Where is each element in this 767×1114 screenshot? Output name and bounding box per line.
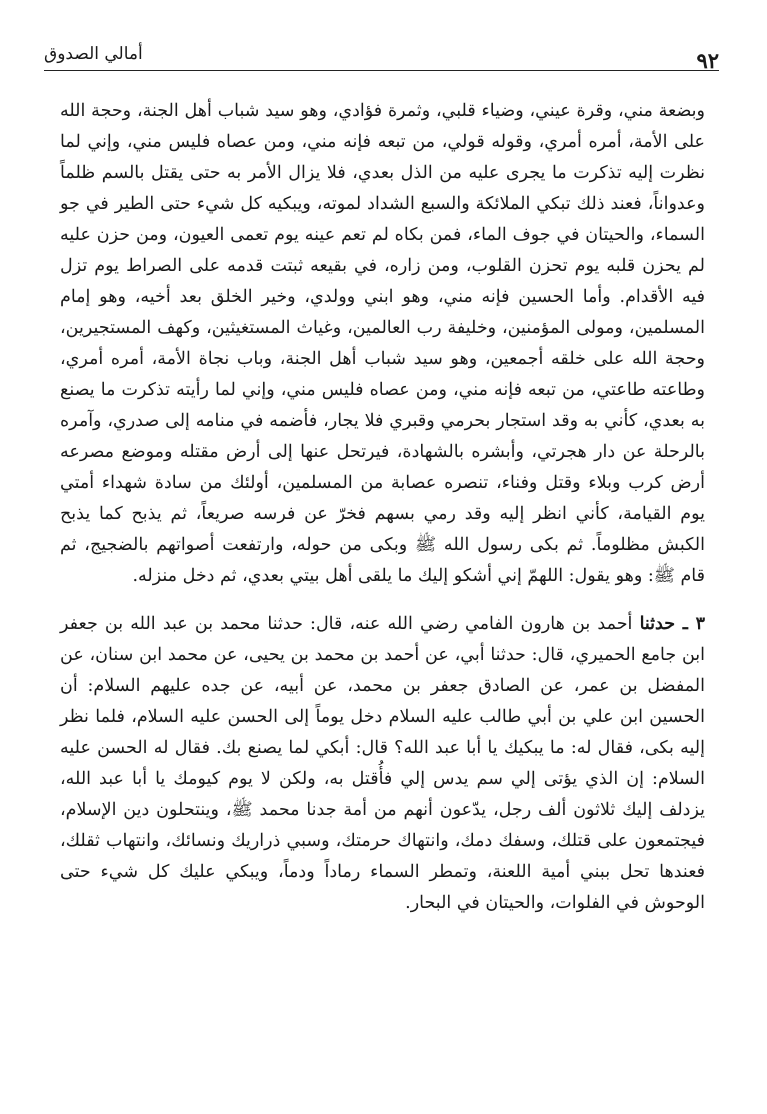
page-number: ٩٢ [696,48,719,73]
hadith-number-lead: ٣ ـ حدثنا [639,614,705,634]
paragraph: وبضعة مني، وقرة عيني، وضياء قلبي، وثمرة فؤادي، وهو سيد شباب أهل الجنة، وحجة الله على الأمة، أمره أمري، وقوله قولي، من تبعه فإنه مني، ومن عصاه فليس مني، وإني لما نظرت إليه تذكرت ما يجرى عليه من الذل بعدي، فلا يزال الأمر به حتى يقتل بالسم ظلماً وعدواناً، فعند ذلك تبكي الملائكة والسبع الشداد لموته، ويبكيه كل شيء حتى الطير في جو السماء، والحيتان في جوف الماء، فمن بكاه لم تعم عينه يوم تعمى العيون، ومن حزن عليه لم يحزن قلبه يوم تحزن القلوب، ومن زاره، في بقيعه ثبتت قدمه على الصراط يوم تزل فيه الأقدام. وأما الحسين فإنه مني، وهو ابني وولدي، وخير الخلق بعد أخيه، وهو إمام المسلمين، ومولى المؤمنين، وخليفة رب العالمين، وغياث المستغيثين، وكهف المستجيرين، وحجة الله على خلقه أجمعين، وهو سيد شباب أهل الجنة، وباب نجاة الأمة، أمره أمري، وطاعته طاعتي، من تبعه فإنه مني، ومن عصاه فليس مني، وإني لما رأيته تذكرت ما يصنع به بعدي، كأني به وقد استجار بحرمي وقبري فلا يجار، فأضمه في منامه إلى صدري، وآمره بالرحلة عن دار هجرتي، وأبشره بالشهادة، فيرتحل عنها إلى أرض مقتله وموضع مصرعه أرض كرب وبلاء وقتل وفناء، تنصره عصابة من المسلمين، أولئك من سادة شهداء أمتي يوم القيامة، كأني انظر إليه وقد رمي بسهم فخرّ عن فرسه صريعاً، ثم يذبح كما يذبح الكبش مظلوماً. ثم بكى رسول الله ﷺ وبكى من حوله، وارتفعت أصواتهم بالضجيج، ثم قام ﷺ: وهو يقول: اللهمّ إني أشكو إليك ما يلقى أهل بيتي بعدي، ثم دخل منزله. [60,101,705,586]
running-header [44,36,719,71]
paragraph [60,609,705,919]
book-title: أمالي الصدوق [44,44,143,64]
page-body [60,96,705,919]
paragraph-text: أحمد بن هارون الفامي رضي الله عنه، قال: حدثنا محمد بن عبد الله بن جعفر ابن جامع الحميري، قال: حدثنا أبي، عن أحمد بن محمد بن يحيى، عن محمد ابن سنان، عن المفضل بن عمر، عن الصادق جعفر بن محمد، عن أبيه، عن جده عليهم السلام: أن الحسين ابن علي بن أبي طالب عليه السلام دخل يوماً إلى الحسن عليه السلام، فلما نظر إليه بكى، فقال له: ما يبكيك يا أبا عبد الله؟ قال: أبكي لما يصنع بك. فقال له الحسن عليه السلام: إن الذي يؤتى إلي سم يدس إلي فأُقتل به، ولكن لا يوم كيومك يا أبا عبد الله، يزدلف إليك ثلاثون ألف رجل، يدّعون أنهم من أمة جدنا محمد ﷺ، وينتحلون دين الإسلام، فيجتمعون على قتلك، وسفك دمك، وانتهاك حرمتك، وسبي ذراريك ونسائك، وانتهاب ثقلك، فعندها تحل ببني أمية اللعنة، وتمطر السماء رماداً ودماً، ويبكي عليك كل شيء حتى الوحوش في الفلوات، والحيتان في البحار. [60,614,705,913]
